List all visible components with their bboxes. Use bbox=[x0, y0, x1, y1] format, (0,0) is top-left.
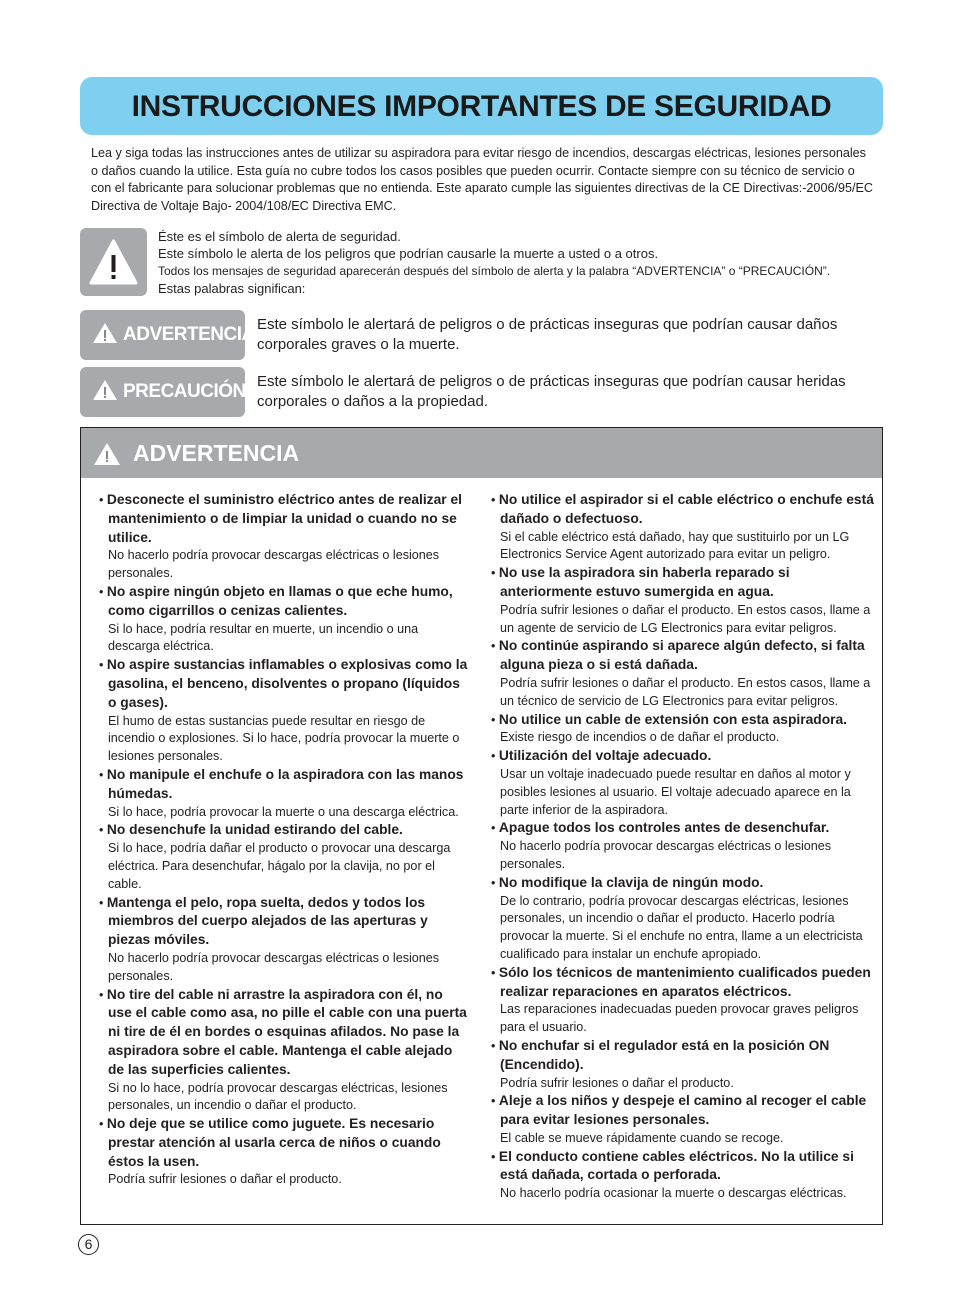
warning-item-detail: Si lo hace, podría provocar la muerte o una descarga eléctrica. bbox=[108, 804, 459, 819]
warning-item: • Mantenga el pelo, ropa suelta, dedos y todos los miembros del cuerpo alejados de las aperturas y piezas móviles. No hacerlo podría provocar descargas eléctricas o lesiones personales. bbox=[99, 894, 469, 986]
warning-item-detail: Si lo hace, podría resultar en muerte, un incendio o una descarga eléctrica. bbox=[108, 621, 419, 654]
intro-text: Lea y siga todas las instrucciones antes de utilizar su aspiradora para evitar riesgo de incendios, descargas eléctricas, lesiones personales o daños cuando la utilice. Esta guía no cubre todos los casos posibles que pueden ocurrir. Contacte siempre con su técnico de servicio o con el fabricante para solucionar problemas que no entienda. Este aparato cumple las siguientes directivas de la CE Directivas:-2006/95/EC Directiva de Voltaje Bajo- 2004/108/EC Directiva EMC. bbox=[91, 146, 873, 213]
warning-item-detail: Podría sufrir lesiones o dañar el producto. En estos casos, llame a un agente de servicio de LG Electronics para evitar peligros. bbox=[500, 602, 871, 635]
warning-item-detail: No hacerlo podría provocar descargas eléctricas o lesiones personales. bbox=[500, 839, 832, 871]
warning-item-heading: No aspire ningún objeto en llamas o que eche humo, como cigarrillos o cenizas calientes. bbox=[106, 583, 453, 618]
warning-item-heading: Mantenga el pelo, ropa suelta, dedos y todos los miembros del cuerpo alejados de las aperturas y piezas móviles. bbox=[106, 894, 428, 948]
warning-item: • No use la aspiradora sin haberla reparado si anteriormente estuvo sumergida en agua. Podría sufrir lesiones o dañar el producto. En estos casos, llame a un agente de servicio de LG Electronics para evitar peligros. bbox=[491, 564, 881, 637]
alert-line: Estas palabras significan: bbox=[158, 281, 306, 297]
warning-item-heading: No manipule el enchufe o la aspiradora con las manos húmedas. bbox=[106, 766, 464, 801]
caution-tag-label: PRECAUCIÓN bbox=[123, 381, 246, 402]
warning-item: • No utilice el aspirador si el cable eléctrico o enchufe está dañado o defectuoso. Si el cable eléctrico está dañado, hay que sustituirlo por un LG Electronics Service Agent autorizado para evitar un peligro. bbox=[491, 491, 881, 564]
alert-line: Este símbolo le alerta de los peligros que podrían causarle la muerte a usted o a otros. bbox=[158, 246, 659, 262]
warning-item-detail: El cable se mueve rápidamente cuando se recoge. bbox=[500, 1130, 784, 1145]
warning-item-detail: Podría sufrir lesiones o dañar el producto. En estos casos, llame a un técnico de servicio de LG Electronics para evitar peligros. bbox=[500, 675, 871, 708]
warning-item-detail: El humo de estas sustancias puede resultar en riesgo de incendio o explosiones. Si lo hace, podría provocar la muerte o lesiones personales. bbox=[108, 713, 460, 764]
warning-item: • Aleje a los niños y despeje el camino al recoger el cable para evitar lesiones personales. El cable se mueve rápidamente cuando se recoge. bbox=[491, 1092, 881, 1147]
warning-item: • Desconecte el suministro eléctrico antes de realizar el mantenimiento o de limpiar la unidad o cuando no se utilice. No hacerlo podría provocar descargas eléctricas o lesiones personales. bbox=[99, 491, 469, 583]
caution-tag bbox=[80, 367, 245, 417]
warning-item-heading: No utilice el aspirador si el cable eléctrico o enchufe está dañado o defectuoso. bbox=[498, 492, 874, 526]
warning-item: • Apague todos los controles antes de desenchufar. No hacerlo podría provocar descargas eléctricas o lesiones personales. bbox=[491, 819, 881, 873]
warning-panel-title: ADVERTENCIA bbox=[133, 440, 300, 466]
warning-item-heading: Desconecte el suministro eléctrico antes de realizar el mantenimiento o de limpiar la unidad o cuando no se utilice. bbox=[106, 492, 462, 545]
warning-item: • No enchufar si el regulador está en la posición ON (Encendido). Podría sufrir lesiones o dañar el producto. bbox=[491, 1037, 881, 1092]
warning-item: • No manipule el enchufe o la aspiradora con las manos húmedas. Si lo hace, podría provocar la muerte o una descarga eléctrica. bbox=[99, 766, 469, 821]
warning-item-heading: No deje que se utilice como juguete. Es necesario prestar atención al usarla cerca de niños o cuando éstos la usen. bbox=[106, 1116, 441, 1169]
warning-item: • No continúe aspirando si aparece algún defecto, si falta alguna pieza o si está dañada. Podría sufrir lesiones o dañar el producto. En estos casos, llame a un técnico de servicio de LG Electronics para evitar peligros. bbox=[491, 637, 881, 710]
alert-explanation bbox=[158, 228, 888, 298]
warning-item: • Utilización del voltaje adecuado. Usar un voltaje inadecuado puede resultar en daños al motor y posibles lesiones al usuario. El voltaje adecuado aparece en la parte inferior de la aspiradora. bbox=[491, 747, 881, 819]
alert-line: Todos los mensajes de seguridad aparecerán después del símbolo de alerta y la palabra “ADVERTENCIA” o “PRECAUCIÓN”. bbox=[158, 263, 831, 278]
warning-item-detail: Podría sufrir lesiones o dañar el producto. bbox=[108, 1172, 342, 1187]
warning-item-detail: No hacerlo podría provocar descargas eléctricas o lesiones personales. bbox=[108, 548, 440, 581]
warning-item: • No desenchufe la unidad estirando del cable. Si lo hace, podría dañar el producto o provocar una descarga eléctrica. Para desenchufar, hágalo por la clavija, no por el cable. bbox=[99, 821, 469, 893]
warning-panel-header bbox=[81, 428, 882, 478]
warning-item-heading: Sólo los técnicos de mantenimiento cualificados pueden realizar reparaciones en aparatos eléctricos. bbox=[498, 964, 871, 999]
warning-item-heading: Aleje a los niños y despeje el camino al recoger el cable para evitar lesiones personales. bbox=[498, 1093, 867, 1128]
warning-item-detail: No hacerlo podría provocar descargas eléctricas o lesiones personales. bbox=[108, 950, 440, 983]
warning-item-heading: No desenchufe la unidad estirando del cable. bbox=[106, 822, 403, 838]
warning-item-detail: Si lo hace, podría dañar el producto o provocar una descarga eléctrica. Para desenchufar, hágalo por la clavija, no por el cable. bbox=[108, 841, 451, 891]
warning-item-heading: No tire del cable ni arrastre la aspiradora con él, no use el cable como asa, no pille el cable con una puerta ni tire de él en bordes o esquinas afilados. No pase la aspiradora sobre el cable. Mantenga el cable alejado de las superficies calientes. bbox=[106, 986, 467, 1077]
warning-item-detail: Podría sufrir lesiones o dañar el producto. bbox=[500, 1075, 734, 1090]
warning-triangle-icon bbox=[93, 442, 121, 466]
page-title: INSTRUCCIONES IMPORTANTES DE SEGURIDAD bbox=[80, 77, 883, 135]
warning-item-detail: Usar un voltaje inadecuado puede resultar en daños al motor y posibles lesiones al usuario. El voltaje adecuado aparece en la parte inferior de la aspiradora. bbox=[500, 766, 851, 817]
warning-item-heading: Apague todos los controles antes de desenchufar. bbox=[498, 820, 830, 836]
warning-item-heading: No continúe aspirando si aparece algún defecto, si falta alguna pieza o si está dañada. bbox=[498, 638, 865, 673]
warning-tag bbox=[80, 310, 255, 360]
warning-triangle-icon bbox=[88, 238, 139, 286]
warning-item: • El conducto contiene cables eléctricos. No la utilice si está dañada, cortada o perforada. No hacerlo podría ocasionar la muerte o descargas eléctricas. bbox=[491, 1148, 881, 1203]
caution-description: Este símbolo le alertará de peligros o de prácticas inseguras que podrían causar heridas corporales o daños a la propiedad. bbox=[257, 373, 846, 410]
page-number: 6 bbox=[78, 1234, 99, 1255]
warning-item: • No aspire ningún objeto en llamas o que eche humo, como cigarrillos o cenizas calientes. Si lo hace, podría resultar en muerte, un incendio o una descarga eléctrica. bbox=[99, 583, 469, 656]
warning-item-heading: No modifique la clavija de ningún modo. bbox=[498, 874, 764, 890]
warning-item: • No deje que se utilice como juguete. Es necesario prestar atención al usarla cerca de niños o cuando éstos la usen. Podría sufrir lesiones o dañar el producto. bbox=[99, 1115, 469, 1189]
warning-item-heading: No enchufar si el regulador está en la posición ON (Encendido). bbox=[498, 1037, 830, 1072]
warning-triangle-icon bbox=[92, 322, 118, 344]
warning-tag-label: ADVERTENCIA bbox=[123, 324, 255, 345]
warning-item-detail: De lo contrario, podría provocar descargas eléctricas, lesiones personales, un incendio o dañar el producto. Hacerlo podría provocar la muerte. Si el enchufe no entra, llame a un electricista cualificado para instalar un enchufe apropiado. bbox=[500, 893, 863, 961]
warning-item: • Sólo los técnicos de mantenimiento cualificados pueden realizar reparaciones en aparatos eléctricos. Las reparaciones inadecuadas pueden provocar graves peligros para el usuario. bbox=[491, 964, 881, 1037]
alert-line: Éste es el símbolo de alerta de seguridad. bbox=[158, 229, 401, 244]
warning-item-heading: El conducto contiene cables eléctricos. No la utilice si está dañada, cortada o perforada. bbox=[498, 1148, 854, 1183]
warning-description: Este símbolo le alertará de peligros o de prácticas inseguras que podrían causar daños corporales graves o la muerte. bbox=[257, 316, 838, 353]
warning-item-detail: No hacerlo podría ocasionar la muerte o descargas eléctricas. bbox=[500, 1186, 847, 1201]
warning-item-detail: Las reparaciones inadecuadas pueden provocar graves peligros para el usuario. bbox=[500, 1002, 859, 1035]
warning-item-heading: Utilización del voltaje adecuado. bbox=[498, 748, 712, 764]
warning-item-heading: No use la aspiradora sin haberla reparado si anteriormente estuvo sumergida en agua. bbox=[498, 565, 790, 599]
warning-item: • No utilice un cable de extensión con esta aspiradora. Existe riesgo de incendios o de dañar el producto. bbox=[491, 711, 881, 748]
warning-item-detail: Si no lo hace, podría provocar descargas eléctricas, lesiones personales, un incendio o dañar el producto. bbox=[108, 1080, 448, 1113]
warning-item-heading: No aspire sustancias inflamables o explosivas como la gasolina, el benceno, disolventes o propano (líquidos o gases). bbox=[106, 657, 468, 710]
warning-item-detail: Si el cable eléctrico está dañado, hay que sustituirlo por un LG Electronics Service Agent autorizado para evitar un peligro. bbox=[500, 529, 850, 562]
warning-triangle-icon bbox=[92, 379, 118, 401]
warning-list-right bbox=[491, 491, 881, 1203]
safety-alert-symbol bbox=[80, 228, 147, 296]
warning-panel bbox=[80, 427, 883, 1225]
warning-item: • No modifique la clavija de ningún modo. De lo contrario, podría provocar descargas eléctricas, lesiones personales, un incendio o dañar el producto. Hacerlo podría provocar la muerte. Si el enchufe no entra, llame a un electricista cualificado para instalar un enchufe apropiado. bbox=[491, 874, 881, 964]
warning-item: • No tire del cable ni arrastre la aspiradora con él, no use el cable como asa, no pille el cable con una puerta ni tire de él en bordes o esquinas afilados. No pase la aspiradora sobre el cable. Mantenga el cable alejado de las superficies calientes. Si no lo hace, podría provocar descargas eléctricas, lesiones personales, un incendio o dañar el producto. bbox=[99, 986, 469, 1116]
warning-item-heading: No utilice un cable de extensión con esta aspiradora. bbox=[498, 711, 848, 727]
warning-item: • No aspire sustancias inflamables o explosivas como la gasolina, el benceno, disolventes o propano (líquidos o gases). El humo de estas sustancias puede resultar en riesgo de incendio o explosiones. Si lo hace, podría provocar la muerte o lesiones personales. bbox=[99, 656, 469, 766]
warning-item-detail: Existe riesgo de incendios o de dañar el producto. bbox=[500, 730, 780, 745]
warning-list-left bbox=[99, 491, 469, 1189]
